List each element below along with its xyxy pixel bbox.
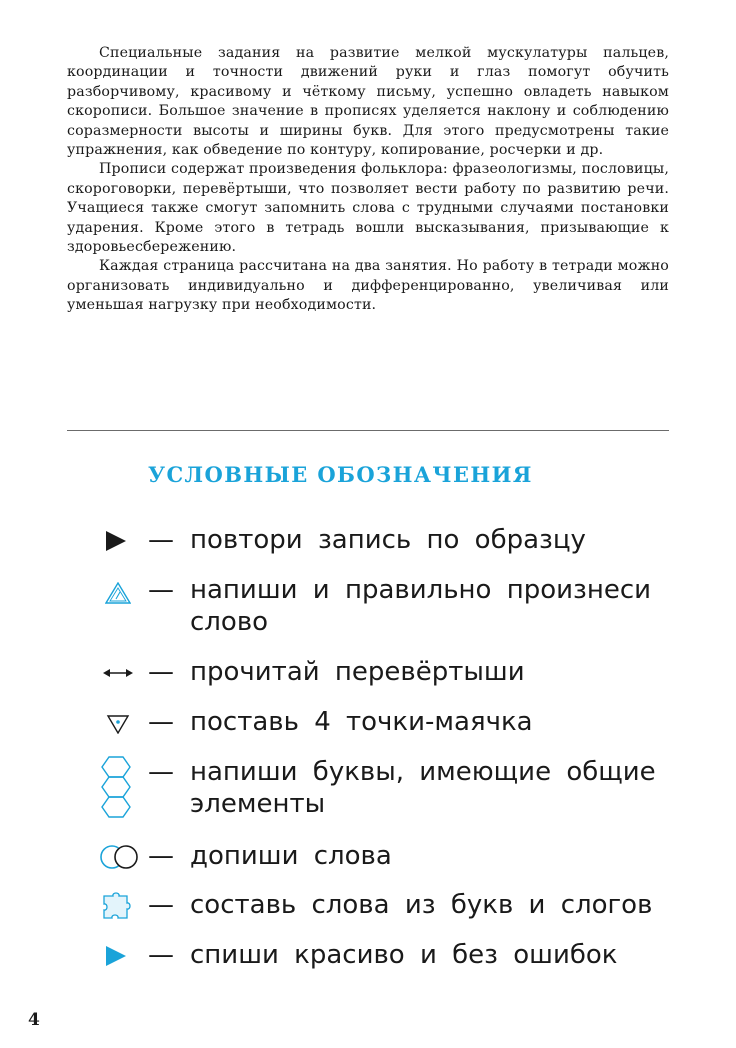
legend-dash: — [148,525,174,555]
legend-dash: — [148,890,174,920]
page-number: 4 [28,1010,40,1030]
black-play-triangle-icon [104,530,128,552]
legend-dash: — [148,707,174,737]
legend-item-text: допиши слова [190,841,392,871]
legend-item-text: напиши буквы, имеющие общие элементы [190,757,656,819]
double-arrow-icon [103,667,133,679]
legend-dash: — [148,575,174,605]
legend-item-text: напиши и правильно произнеси слово [190,575,652,637]
legend-item-text: поставь 4 точки-маячка [190,707,533,737]
intro-text [67,44,669,316]
legend-dash: — [148,657,174,687]
legend-dash: — [148,757,174,787]
legend-dash: — [148,940,174,970]
stacked-hexagons-icon [99,756,133,820]
legend-item-text: спиши красиво и без ошибок [190,940,618,970]
legend-dash: — [148,841,174,871]
section-divider [67,430,669,431]
intro-paragraph: Прописи содержат произведения фольклора: фразеологизмы, пословицы, скороговорки, перевёртыши, что позволяет вести работу по развитию речи. Учащиеся также смогут запомнить слова с трудными случаями постановки ударения. Кроме этого в тетрадь вошли высказывания, призывающие к здоровьесбережению. [67,161,669,256]
legend-item-text: прочитай перевёртыши [190,657,525,687]
blue-play-triangle-icon [104,945,128,967]
legend-item-text: составь слова из букв и слогов [190,890,653,920]
intro-paragraph: Специальные задания на развитие мелкой мускулатуры пальцев, координации и точности движений руки и глаз помогут обучить разборчивому, красивому и чёткому письму, успешно овладеть навыком скорописи. Большое значение в прописях уделяется наклону и соблюдению соразмерности высоты и ширины букв. Для этого предусмотрены такие упражнения, как обведение по контуру, копирование, росчерки и др. [67,45,669,159]
intro-paragraph: Каждая страница рассчитана на два занятия. Но работу в тетради можно организовать индивидуально и дифференцированно, увеличивая или уменьшая нагрузку при необходимости. [67,258,669,314]
puzzle-piece-icon [101,891,135,921]
overlapping-circles-icon [99,844,139,870]
legend-title: УСЛОВНЫЕ ОБОЗНАЧЕНИЯ [148,462,533,487]
outlined-warning-triangle-icon [105,582,131,604]
inverted-triangle-dot-icon [106,714,130,734]
legend-item-text: повтори запись по образцу [190,525,586,555]
